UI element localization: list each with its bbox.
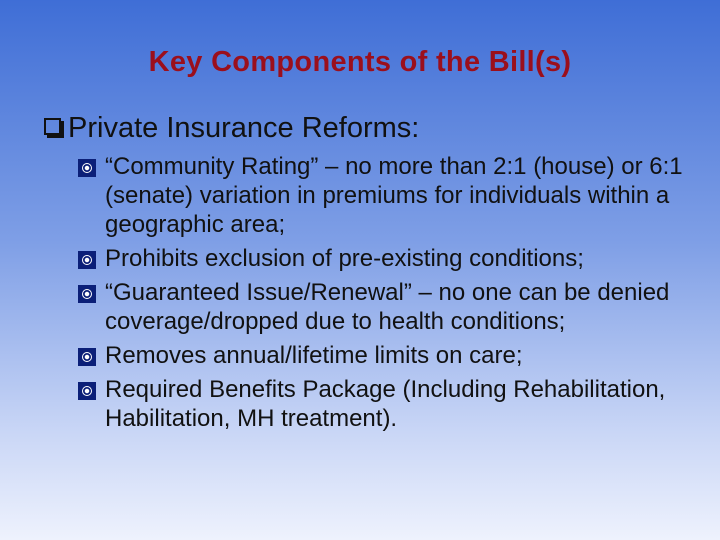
- bullet-text: Required Benefits Package (Including Rehabilitation, Habilitation, MH treatment).: [105, 376, 666, 432]
- bullet-text: Prohibits exclusion of pre-existing conditions;: [105, 245, 584, 272]
- list-item: [78, 341, 698, 370]
- list-item: [78, 278, 698, 336]
- bullet-icon: [78, 285, 96, 303]
- list-item: [78, 244, 698, 273]
- section-heading-label: Private Insurance Reforms:: [68, 112, 420, 144]
- bullet-icon: [78, 382, 96, 400]
- slide-title: Key Components of the Bill(s): [148, 46, 572, 78]
- bullet-text: Removes annual/lifetime limits on care;: [105, 342, 523, 369]
- bullet-icon: [78, 348, 96, 366]
- bullet-text: “Community Rating” – no more than 2:1 (house) or 6:1 (senate) variation in premiums for individuals within a geographic area;: [105, 153, 683, 238]
- section-heading: [44, 112, 419, 145]
- bullet-icon: [78, 159, 96, 177]
- checkbox-square-icon: [44, 118, 61, 135]
- list-item: [78, 375, 698, 433]
- bullet-text: “Guaranteed Issue/Renewal” – no one can be denied coverage/dropped due to health conditions;: [105, 279, 670, 335]
- bullet-icon: [78, 251, 96, 269]
- list-item: [78, 152, 698, 239]
- bullet-list: [78, 152, 698, 438]
